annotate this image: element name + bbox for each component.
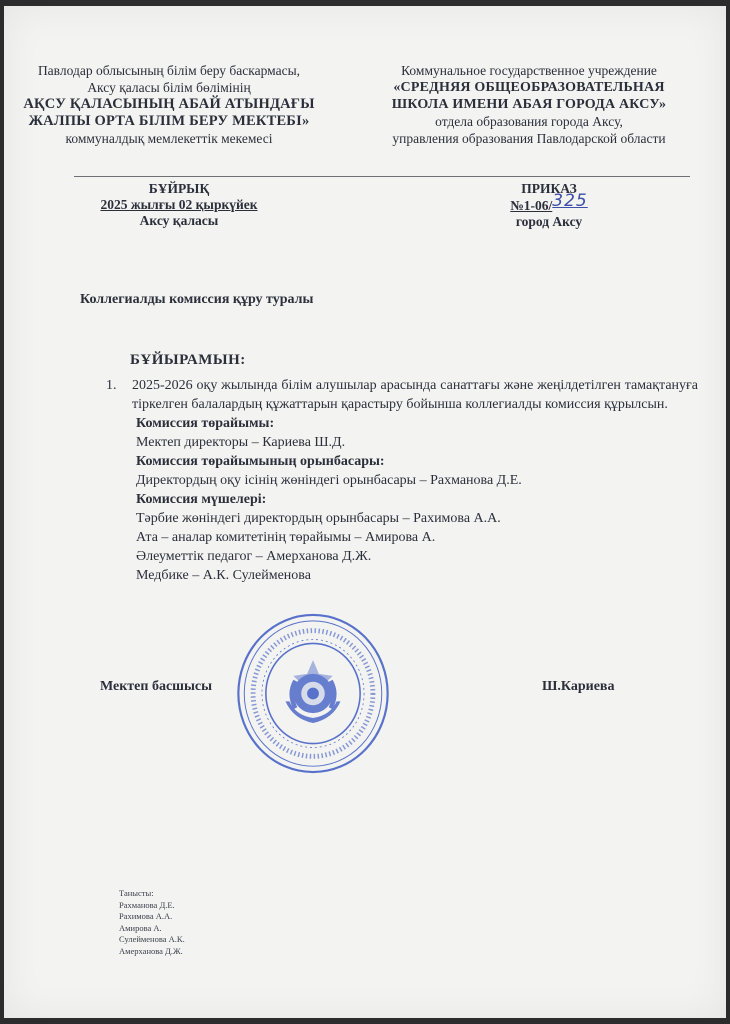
- ack-name-2: Рахимова А.А.: [119, 911, 173, 921]
- item-text: 2025-2026 оқу жылында білім алушылар арасында санаттағы және жеңілдетілген тамақтануға тіркелген балалардың құжаттарын қарастыру бойынша коллегиалды комиссия құрылсын.: [132, 378, 698, 412]
- order-number: [484, 191, 614, 214]
- item-number: 1.: [106, 378, 117, 393]
- order-city-ru: город Аксу: [515, 214, 583, 229]
- member-3: Әлеуметтік педагог – Амерханова Д.Ж.: [136, 549, 372, 564]
- header-ru-line4: отдела образования города Аксу,: [435, 114, 623, 129]
- order-subject: Коллегиалды комиссия құру туралы: [80, 292, 314, 307]
- header-kz-line3: АҚСУ ҚАЛАСЫНЫҢ АБАЙ АТЫНДАҒЫ: [23, 96, 315, 112]
- order-title-kz: БҰЙРЫҚ: [148, 181, 210, 196]
- header-ru-line5: управления образования Павлодарской области: [392, 131, 666, 146]
- ack-name-4: Сулейменова А.К.: [119, 934, 185, 944]
- acknowledgement-list: [119, 888, 185, 957]
- chair-label: Комиссия төрайымы:: [136, 416, 275, 431]
- vice-chair-label: Комиссия төрайымының орынбасары:: [136, 454, 385, 469]
- ack-name-3: Амирова А.: [119, 922, 162, 933]
- order-block-kazakh: [84, 181, 274, 229]
- order-block-russian: [484, 181, 614, 230]
- header-ru-line2: «СРЕДНЯЯ ОБЩЕОБРАЗОВАТЕЛЬНАЯ: [393, 80, 665, 95]
- chair-name: Мектеп директоры – Кариева Ш.Д.: [136, 435, 346, 450]
- signature-name: Ш.Кариева: [542, 679, 615, 694]
- document-page: [4, 6, 726, 1018]
- directive-heading: БҰЙЫРАМЫН:: [130, 352, 246, 368]
- list-item: [106, 376, 698, 414]
- header-russian: [354, 62, 704, 147]
- signature-position: Мектеп басшысы: [100, 679, 213, 694]
- header-divider: [74, 176, 690, 177]
- header-kazakh: [4, 62, 334, 147]
- header-ru-line1: Коммунальное государственное учреждение: [401, 63, 657, 78]
- ack-name-5: Амерханова Д.Ж.: [119, 945, 183, 956]
- header-kz-line1: Павлодар облысының білім беру баскармасы,: [37, 63, 301, 78]
- member-1: Тәрбие жөніндегі директордың орынбасары – Рахимова А.А.: [136, 511, 501, 526]
- header-ru-line3: ШКОЛА ИМЕНИ АБАЯ ГОРОДА АКСУ»: [391, 97, 667, 112]
- ack-name-1: Рахманова Д.Е.: [119, 899, 175, 910]
- official-stamp: [234, 611, 392, 776]
- members-label: Комиссия мүшелері:: [136, 492, 267, 507]
- member-4: Медбике – А.К. Сулейменова: [136, 568, 311, 583]
- order-number-handwritten: 325: [552, 191, 588, 211]
- header-kz-line2: Аксу қаласы білім бөлімінің: [87, 80, 251, 95]
- header-kz-line4: ЖАЛПЫ ОРТА БІЛІМ БЕРУ МЕКТЕБІ»: [28, 113, 310, 129]
- order-number-prefix: №1-06/: [510, 198, 553, 213]
- header-kz-line5: коммуналдық мемлекеттік мекемесі: [65, 131, 273, 146]
- member-2: Ата – аналар комитетінің төрайымы – Амирова А.: [136, 530, 436, 545]
- order-city-kz: Аксу қаласы: [139, 213, 219, 228]
- order-title-ru: ПРИКАЗ: [521, 181, 577, 196]
- order-date: 2025 жылғы 02 қыркүйек: [100, 197, 258, 212]
- order-body: [106, 376, 698, 585]
- vice-chair-name: Директордың оқу ісінің жөніндегі орынбасары – Рахманова Д.Е.: [136, 473, 522, 488]
- ack-label: Танысты:: [119, 888, 154, 898]
